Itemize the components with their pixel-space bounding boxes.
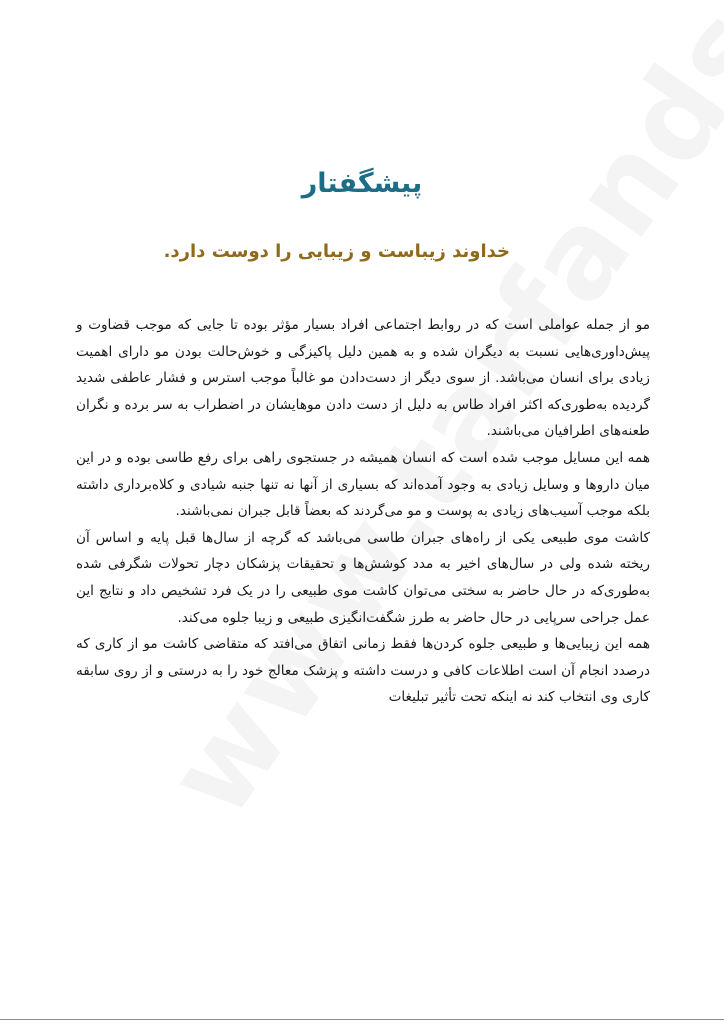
paragraph: مو از جمله عواملی است که در روابط اجتماعی افراد بسیار مؤثر بوده تا جایی که موجب قضاوت و پیش‌داوری‌هایی نسبت به دیگران شده و به همین دلیل پاکیزگی و خوش‌حالت بودن مو دارای اهمیت زیادی برای انسان می‌باشد. از سوی دیگر از دست‌دادن مو غالباً موجب استرس و فشار عاطفی شدید گردیده به‌طوری‌که اکثر افراد طاس به دلیل از دست دادن موهایشان در اضطراب به سر برده و نگران طعنه‌های اطرافیان می‌باشند.	[76, 317, 650, 440]
paragraph: همه این مسایل موجب شده است که انسان همیشه در جستجوی راهی برای رفع طاسی بوده و در این میان داروها و وسایل زیادی به وجود آمده‌اند که بسیاری از آنها نه تنها جنبه شیادی و کلاه‌برداری داشته بلکه موجب آسیب‌های زیادی به پوست و مو می‌گردند که بعضاً قابل جبران نمی‌باشند.	[76, 449, 650, 520]
page-subtitle: خداوند زیباست و زیبایی را دوست دارد.	[163, 241, 510, 262]
paragraph: کاشت موی طبیعی یکی از راه‌های جبران طاسی می‌باشد که گرچه از سال‌ها قبل پایه و اساس آن ریخته شده ولی در سال‌های اخیر به مدد کوشش‌ها و تحقیقات پزشکان دچار تحولات شگرفی شده به‌طوری‌که در حال حاضر به سختی می‌توان کاشت موی طبیعی را در یک فرد تشخیص داد و نتایج این عمل جراحی سرپایی در حال حاضر به طرز شگفت‌انگیزی طبیعی و زیبا جلوه می‌کند.	[76, 529, 650, 626]
paragraph: همه این زیبایی‌ها و طبیعی جلوه کردن‌ها فقط زمانی اتفاق می‌افتد که متقاضی کاشت مو از کاری که درصدد انجام آن است اطلاعات کافی و درست داشته و پزشک معالج خود را به درستی و از روی سابقه کاری وی انتخاب کند نه اینکه تحت تأثیر تبلیغات	[76, 636, 650, 706]
body-text	[76, 312, 650, 711]
page-title: پیشگفتار	[301, 168, 423, 199]
page-bottom-rule	[0, 1019, 724, 1020]
